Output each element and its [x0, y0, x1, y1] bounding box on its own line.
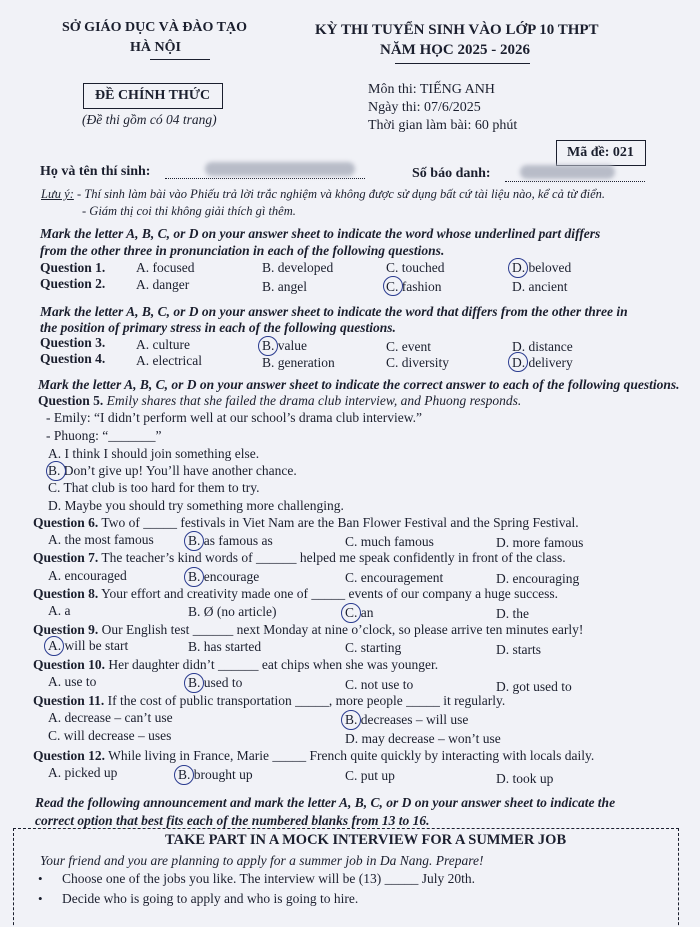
q1-option-c: C. touched — [386, 260, 445, 275]
q8-option-a: A. a — [48, 603, 71, 618]
redacted-name — [205, 162, 355, 176]
subject: Môn thi: TIẾNG ANH — [368, 82, 495, 97]
announcement-intro: Your friend and you are planning to apply for a summer job in Da Nang. Prepare! — [40, 853, 484, 868]
q2-option-b: B. angel — [262, 279, 307, 294]
exam-code: Mã đề: 021 — [567, 145, 634, 160]
pages-note: (Đề thi gồm có 04 trang) — [82, 112, 217, 127]
bullet-2-dot: • — [38, 891, 43, 906]
section4-instruction-1: Read the following announcement and mark the letter A, B, C, or D on your answer sheet to indicate the — [35, 795, 616, 810]
q11-option-c: C. will decrease – uses — [48, 728, 172, 743]
q10-option-b: B. used to — [188, 675, 243, 690]
q12-option-a: A. picked up — [48, 765, 118, 780]
title-underline — [395, 63, 530, 64]
exam-title-line2: NĂM HỌC 2025 - 2026 — [380, 42, 530, 58]
q10-option-d: D. got used to — [496, 679, 572, 694]
answer-circle-q4 — [508, 352, 528, 372]
q5-phuong-line: - Phuong: “_______” — [46, 428, 162, 443]
q1-option-b: B. developed — [262, 260, 334, 275]
bullet-1-dot: • — [38, 871, 43, 886]
answer-circle-q5 — [46, 461, 66, 481]
redacted-id — [520, 165, 615, 179]
announcement-bullet-2: Decide who is going to apply and who is going to hire. — [62, 891, 359, 906]
q1-label: Question 1. — [40, 260, 106, 275]
header-underline — [150, 59, 210, 60]
candidate-name-line — [165, 178, 365, 179]
q2-label: Question 2. — [40, 276, 106, 291]
q11-stem-row — [33, 693, 505, 709]
q1-option-a: A. focused — [136, 260, 195, 275]
q6-option-c: C. much famous — [345, 534, 434, 549]
q8-option-b: B. Ø (no article) — [188, 604, 277, 619]
section2-instruction-2: the position of primary stress in each of the following questions. — [40, 320, 396, 335]
q5-stem: Emily shares that she failed the drama club interview, and Phuong responds. — [106, 393, 522, 408]
answer-circle-q12 — [174, 765, 194, 785]
q10-stem: Her daughter didn’t ______ eat chips when she was younger. — [108, 657, 439, 672]
q10-stem-row — [33, 657, 438, 673]
q6-stem: Two of _____ festivals in Viet Nam are the Ban Flower Festival and the Spring Festival. — [101, 515, 579, 530]
section1-instruction-1: Mark the letter A, B, C, or D on your answer sheet to indicate the word whose underlined part differs — [40, 226, 601, 241]
section1-instruction-2: from the other three in pronunciation in each of the following questions. — [40, 243, 445, 258]
q4-option-b: B. generation — [262, 355, 335, 370]
q5-label: Question 5. — [38, 393, 104, 408]
q8-option-d: D. the — [496, 606, 529, 621]
q10-option-c: C. not use to — [345, 677, 414, 692]
q6-option-a: A. the most famous — [48, 532, 154, 547]
q7-option-b: B. encourage — [188, 569, 260, 584]
q9-option-c: C. starting — [345, 640, 402, 655]
q1-option-d: D. beloved — [512, 260, 572, 275]
q6-option-b: B. as famous as — [188, 533, 273, 548]
q11-option-d: D. may decrease – won’t use — [345, 731, 501, 746]
q7-label: Question 7. — [33, 550, 99, 565]
q6-stem-row — [33, 515, 579, 531]
q9-stem: Our English test ______ next Monday at nine o’clock, so please arrive ten minutes early! — [101, 622, 584, 637]
answer-circle-q7 — [184, 567, 204, 587]
section4-instruction-2: correct option that best fits each of the numbered blanks from 13 to 16. — [35, 813, 430, 828]
q7-stem: The teacher’s kind words of ______ helped me speak confidently in front of the class. — [101, 550, 566, 565]
answer-circle-q8 — [341, 603, 361, 623]
q8-stem-row — [33, 586, 558, 602]
section3-instruction: Mark the letter A, B, C, or D on your answer sheet to indicate the correct answer to each of the following questions. — [38, 377, 680, 392]
q3-option-c: C. event — [386, 339, 431, 354]
q12-option-c: C. put up — [345, 768, 395, 783]
announcement-title: TAKE PART IN A MOCK INTERVIEW FOR A SUMMER JOB — [165, 832, 567, 848]
exam-date: Ngày thi: 07/6/2025 — [368, 100, 481, 115]
q2-option-c: C. fashion — [386, 279, 442, 294]
q11-option-b: B. decreases – will use — [345, 712, 469, 727]
q8-option-c: C. an — [345, 605, 374, 620]
q11-label: Question 11. — [33, 693, 105, 708]
q5-emily-line: - Emily: “I didn’t perform well at our school’s drama club interview.” — [46, 410, 423, 425]
q12-stem-row — [33, 748, 594, 764]
official-label: ĐỀ CHÍNH THỨC — [95, 88, 211, 103]
q4-label: Question 4. — [40, 351, 106, 366]
exam-duration: Thời gian làm bài: 60 phút — [368, 118, 518, 133]
q6-label: Question 6. — [33, 515, 99, 530]
q6-option-d: D. more famous — [496, 535, 584, 550]
q4-option-a: A. electrical — [136, 353, 202, 368]
q5-option-c: C. That club is too hard for them to try. — [48, 480, 260, 495]
exam-title-line1: KỲ THI TUYỂN SINH VÀO LỚP 10 THPT — [315, 22, 599, 38]
notes-line1-row — [41, 187, 605, 202]
q9-option-b: B. has started — [188, 639, 262, 654]
notes-line2: - Giám thị coi thi không giải thích gì thêm. — [82, 204, 296, 218]
q12-option-b: B. brought up — [178, 767, 253, 782]
q9-option-d: D. starts — [496, 642, 541, 657]
answer-circle-q6 — [184, 531, 204, 551]
q5-option-a: A. I think I should join something else. — [48, 446, 260, 461]
q3-option-d: D. distance — [512, 339, 573, 354]
answer-circle-q3 — [258, 336, 278, 356]
q10-option-a: A. use to — [48, 674, 97, 689]
q9-stem-row — [33, 622, 583, 638]
department-line2: HÀ NỘI — [130, 40, 181, 55]
answer-circle-q11 — [341, 710, 361, 730]
notes-label: Lưu ý: — [41, 187, 74, 201]
q7-option-a: A. encouraged — [48, 568, 127, 583]
q12-option-d: D. took up — [496, 771, 554, 786]
q2-option-d: D. ancient — [512, 279, 568, 294]
q7-option-d: D. encouraging — [496, 571, 580, 586]
q5-option-b: B. Don’t give up! You’ll have another chance. — [48, 463, 297, 478]
q9-label: Question 9. — [33, 622, 99, 637]
candidate-id-line — [505, 181, 645, 182]
q8-stem: Your effort and creativity made one of _____ events of our company a huge success. — [101, 586, 559, 601]
answer-circle-q2 — [383, 276, 403, 296]
department-line1: SỞ GIÁO DỤC VÀ ĐÀO TẠO — [62, 20, 248, 35]
q9-option-a: A. will be start — [48, 638, 129, 653]
q12-label: Question 12. — [33, 748, 106, 763]
q7-stem-row — [33, 550, 566, 566]
q12-stem: While living in France, Marie _____ French quite quickly by interacting with locals daily. — [108, 748, 595, 763]
answer-circle-q1 — [508, 258, 528, 278]
q4-option-c: C. diversity — [386, 355, 449, 370]
section2-instruction-1: Mark the letter A, B, C, or D on your answer sheet to indicate the word that differs from the other three in — [40, 304, 628, 319]
candidate-id-label: Số báo danh: — [412, 166, 491, 181]
q5-stem-row — [38, 393, 521, 409]
answer-circle-q9 — [44, 636, 64, 656]
q11-option-a: A. decrease – can’t use — [48, 710, 173, 725]
q2-option-a: A. danger — [136, 277, 190, 292]
candidate-name-label: Họ và tên thí sinh: — [40, 164, 151, 179]
answer-circle-q10 — [184, 673, 204, 693]
announcement-bullet-1: Choose one of the jobs you like. The interview will be (13) _____ July 20th. — [62, 871, 475, 886]
q3-option-b: B. value — [262, 338, 307, 353]
q8-label: Question 8. — [33, 586, 99, 601]
q5-option-d: D. Maybe you should try something more challenging. — [48, 498, 344, 513]
notes-line1: - Thí sinh làm bài vào Phiếu trả lời trắc nghiệm và không được sử dụng bất cứ tài liệu nào, kể cả từ điển. — [76, 187, 606, 201]
q4-option-d: D. delivery — [512, 355, 573, 370]
q3-option-a: A. culture — [136, 337, 190, 352]
q10-label: Question 10. — [33, 657, 106, 672]
q3-label: Question 3. — [40, 335, 106, 350]
q7-option-c: C. encouragement — [345, 570, 444, 585]
q11-stem: If the cost of public transportation _____, more people _____ it regularly. — [107, 693, 506, 708]
